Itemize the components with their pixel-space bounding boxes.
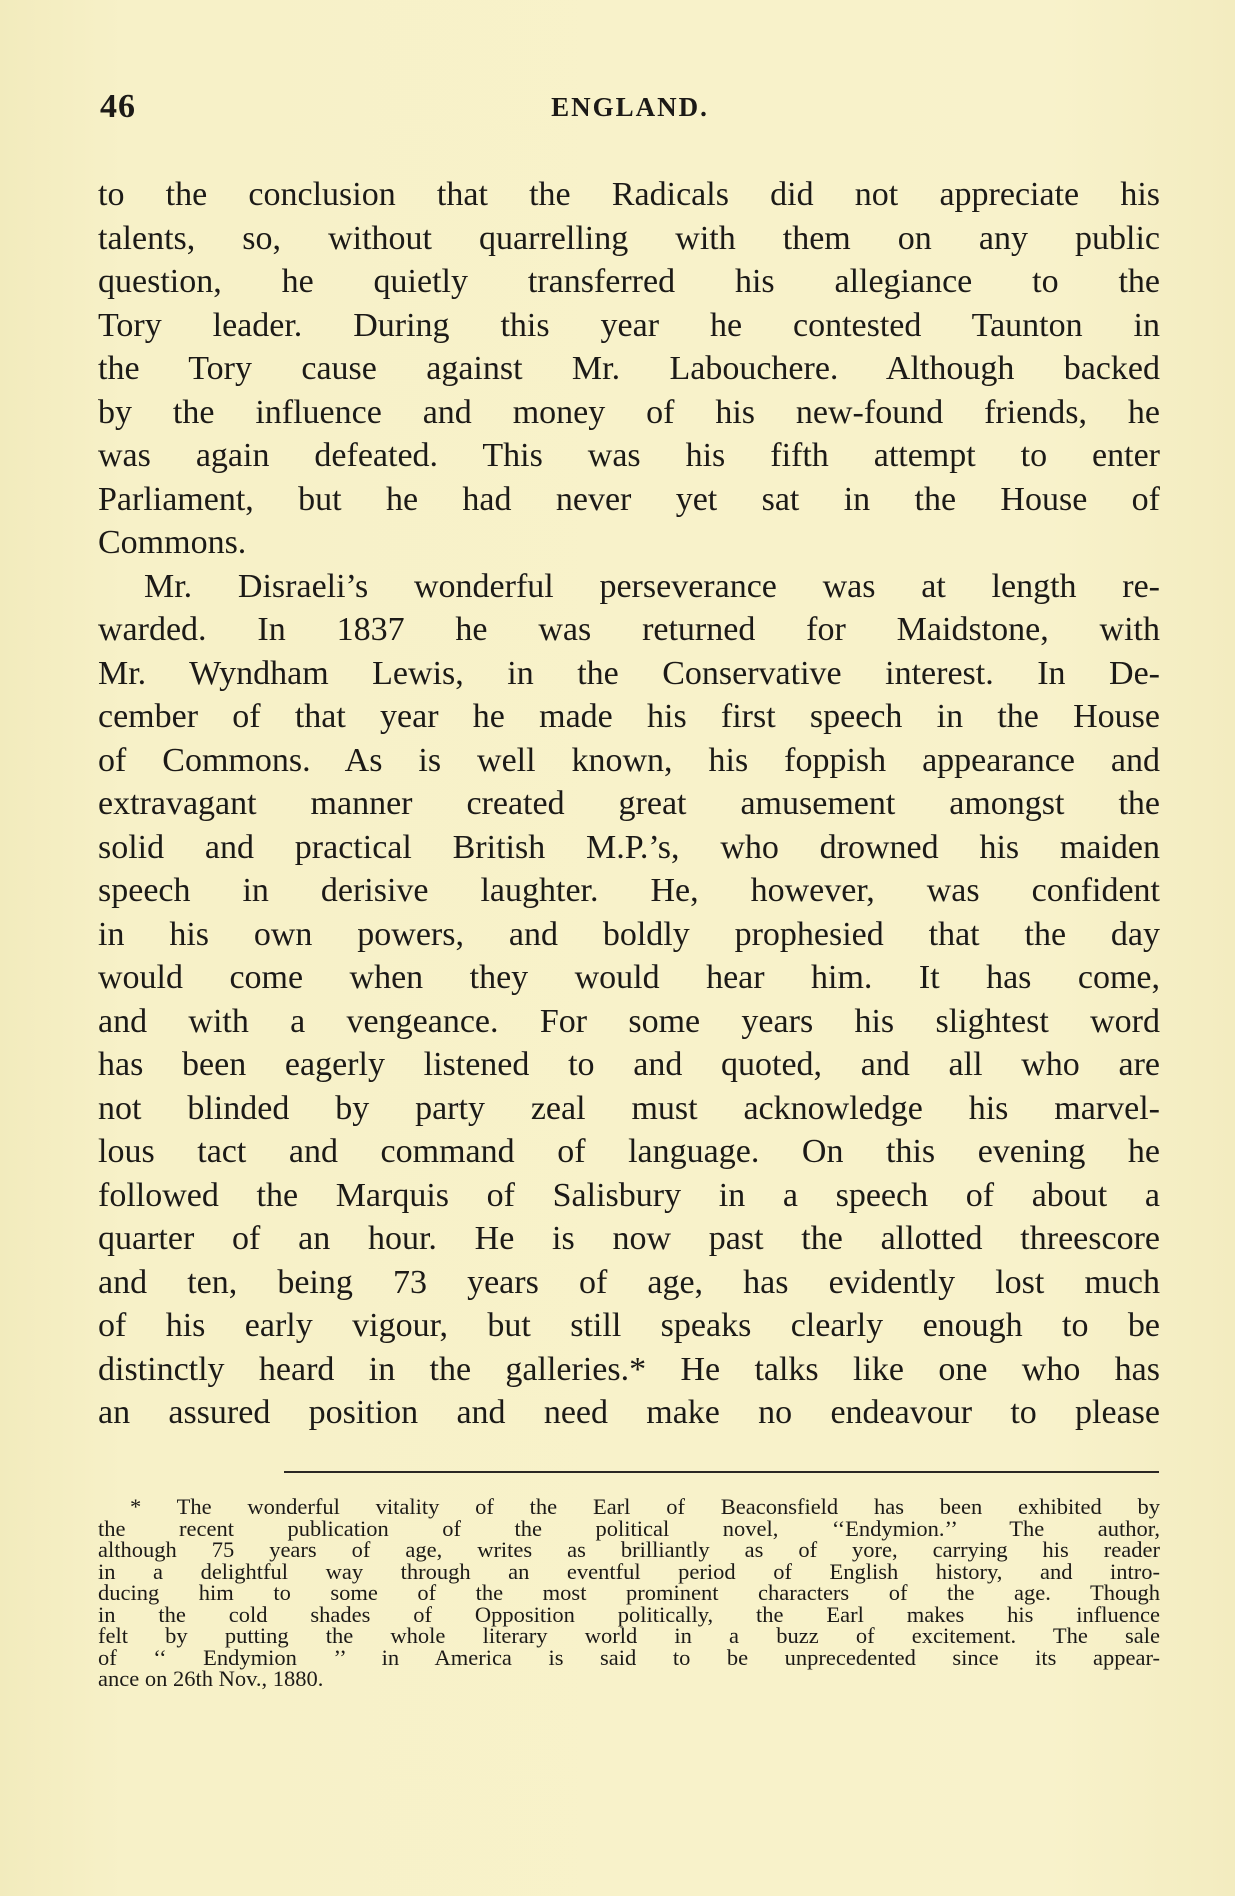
text-line: Mr. Wyndham Lewis, in the Conservative interest. In De- bbox=[98, 654, 1160, 692]
footnote-line: in the cold shades of Opposition politically, the Earl makes his influence bbox=[98, 1601, 1160, 1627]
footnote-line: * The wonderful vitality of the Earl of Beaconsfield has been exhibited by bbox=[130, 1494, 1160, 1519]
text-line: extravagant manner created great amusement amongst the bbox=[98, 785, 1160, 822]
text-line: cember of that year he made his first speech in the House bbox=[98, 698, 1160, 735]
text-line: Parliament, but he had never yet sat in the House of bbox=[98, 480, 1160, 518]
text-line: in his own powers, and boldly prophesied that the day bbox=[98, 915, 1160, 953]
text-line: has been eagerly listened to and quoted, and all who are bbox=[98, 1046, 1160, 1083]
text-line: was again defeated. This was his fifth attempt to enter bbox=[98, 437, 1160, 474]
text-line: speech in derisive laughter. He, however, was confident bbox=[98, 872, 1160, 909]
footnote-line: ance on 26th Nov., 1880. bbox=[98, 1666, 324, 1691]
text-line: not blinded by party zeal must acknowledge his marvel- bbox=[98, 1089, 1160, 1127]
footnote-line: of ‘‘ Endymion ’’ in America is said to be unprecedented since its appear- bbox=[98, 1644, 1160, 1670]
text-line: would come when they would hear him. It has come, bbox=[98, 959, 1160, 996]
footnote-line: in a delightful way through an eventful period of English history, and intro- bbox=[98, 1558, 1160, 1584]
footnote-line: ducing him to some of the most prominent characters of the age. Though bbox=[98, 1580, 1160, 1605]
footnote-divider bbox=[284, 1471, 1159, 1473]
text-line: distinctly heard in the galleries.* He talks like one who has bbox=[98, 1350, 1160, 1388]
text-line: and ten, being 73 years of age, has evidently lost much bbox=[98, 1263, 1160, 1301]
text-line: the Tory cause against Mr. Labouchere. Although backed bbox=[98, 350, 1160, 387]
text-line: of Commons. As is well known, his foppish appearance and bbox=[98, 741, 1160, 779]
page-number: 46 bbox=[100, 88, 136, 125]
text-line: talents, so, without quarrelling with them on any public bbox=[98, 219, 1160, 257]
footnote-line: the recent publication of the political novel, ‘‘Endymion.’’ The author, bbox=[98, 1515, 1160, 1541]
text-line: Mr. Disraeli’s wonderful perseverance was at length re- bbox=[144, 567, 1160, 605]
text-line: followed the Marquis of Salisbury in a speech of about a bbox=[98, 1176, 1160, 1214]
body-text bbox=[98, 173, 1160, 1435]
text-line: lous tact and command of language. On this evening he bbox=[98, 1133, 1160, 1170]
running-title: ENGLAND. bbox=[551, 92, 709, 122]
text-line: an assured position and need make no endeavour to please bbox=[98, 1394, 1160, 1431]
text-line: warded. In 1837 he was returned for Maidstone, with bbox=[98, 611, 1160, 648]
text-line: and with a vengeance. For some years his slightest word bbox=[98, 1002, 1160, 1040]
text-line: quarter of an hour. He is now past the allotted threescore bbox=[98, 1220, 1160, 1257]
text-line: of his early vigour, but still speaks clearly enough to be bbox=[98, 1307, 1160, 1344]
text-line: question, he quietly transferred his allegiance to the bbox=[98, 263, 1160, 300]
text-line: Commons. bbox=[98, 524, 247, 561]
text-line: solid and practical British M.P.’s, who drowned his maiden bbox=[98, 828, 1160, 866]
text-line: Tory leader. During this year he contested Taunton in bbox=[98, 306, 1160, 344]
page-header bbox=[100, 88, 1160, 132]
footnote-line: although 75 years of age, writes as brilliantly as of yore, carrying his reader bbox=[98, 1537, 1160, 1562]
text-line: to the conclusion that the Radicals did not appreciate his bbox=[98, 176, 1160, 213]
footnote-line: felt by putting the whole literary world in a buzz of excitement. The sale bbox=[98, 1623, 1160, 1648]
text-line: by the influence and money of his new-found friends, he bbox=[98, 393, 1160, 431]
footnote bbox=[98, 1496, 1160, 1690]
